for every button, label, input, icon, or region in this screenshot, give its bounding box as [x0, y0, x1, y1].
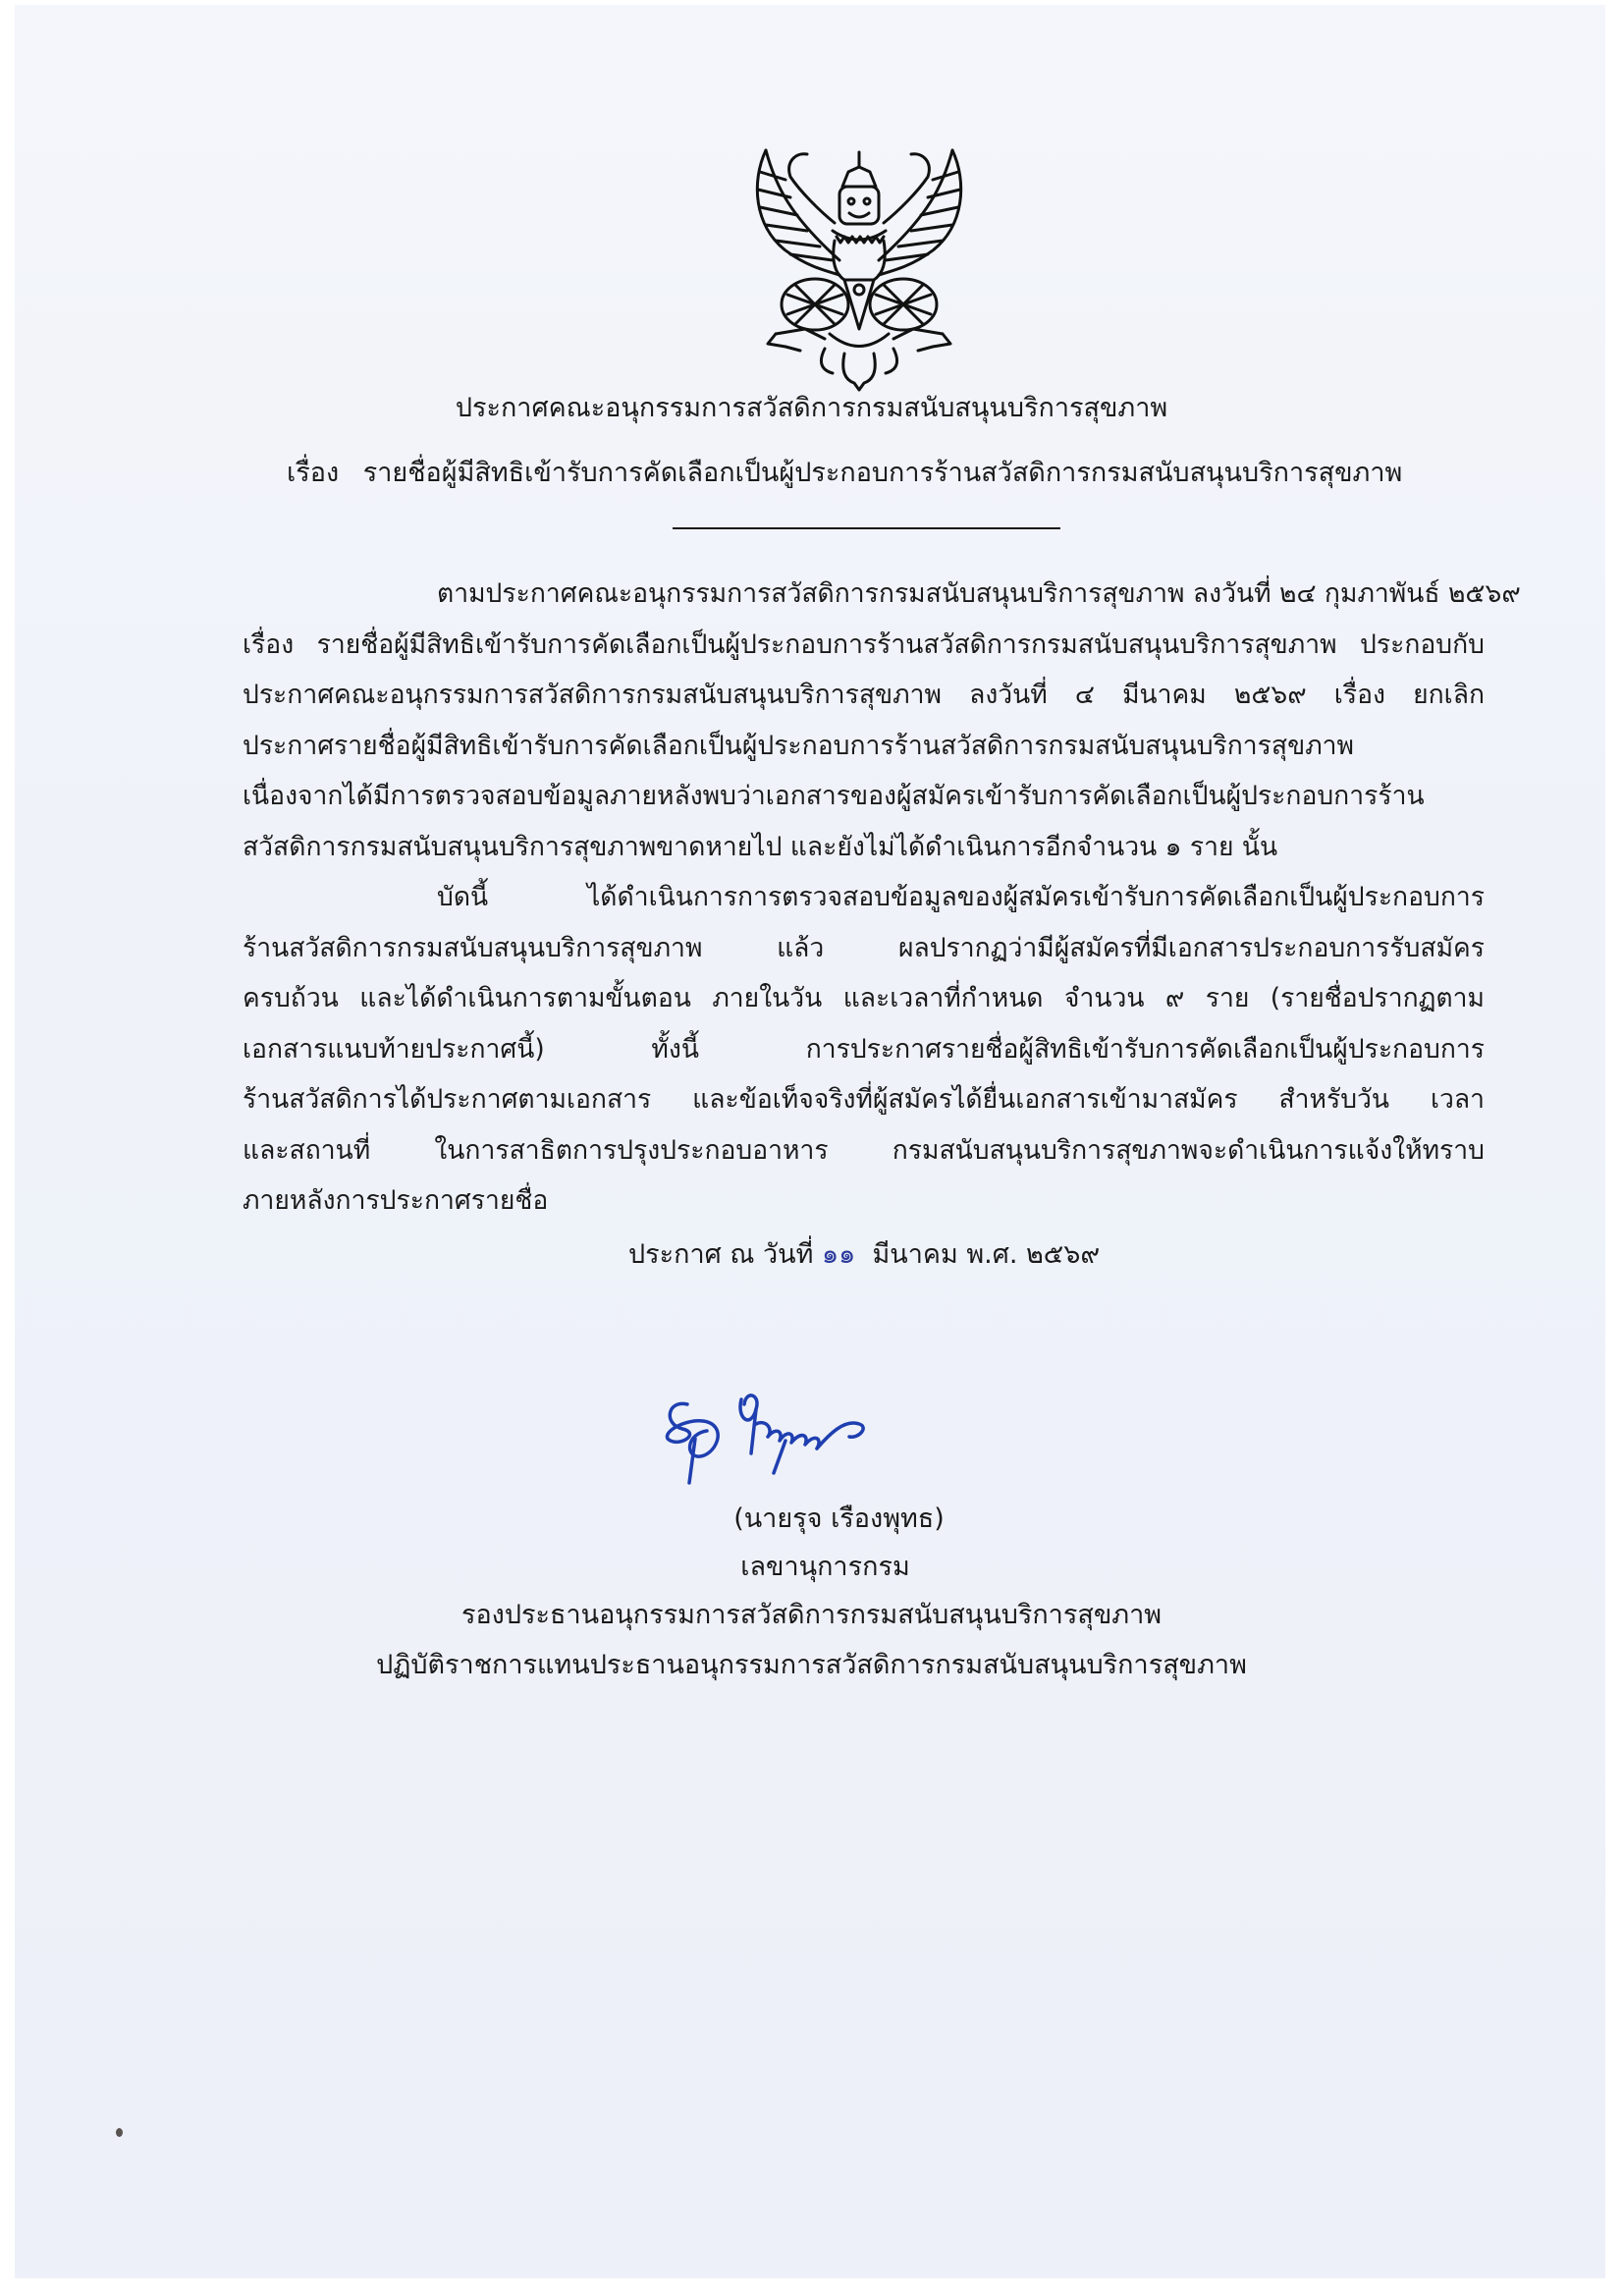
paragraph-2 [243, 872, 1485, 1227]
paragraph-line: ร้านสวัสดิการได้ประกาศตามเอกสาร และข้อเท็จจริงที่ผู้สมัครได้ยื่นเอกสารเข้ามาสมัคร สำหรับวัน เวลา [243, 1084, 1485, 1115]
paragraph-line: บัดนี้ ได้ดำเนินการการตรวจสอบข้อมูลของผู้สมัครเข้ารับการคัดเลือกเป็นผู้ประกอบการ [437, 882, 1485, 912]
signatory-position-2: รองประธานอนุกรรมการสวัสดิการกรมสนับสนุนบริการสุขภาพ [460, 1600, 1163, 1630]
paragraph-line: เรื่อง รายชื่อผู้มีสิทธิเข้ารับการคัดเลือกเป็นผู้ประกอบการร้านสวัสดิการกรมสนับสนุนบริการสุขภาพ ประกอบกับ [243, 629, 1485, 660]
announcement-date [628, 1235, 1100, 1275]
paragraph-line: เอกสารแนบท้ายประกาศนี้) ทั้งนี้ การประกาศรายชื่อผู้สิทธิเข้ารับการคัดเลือกเป็นผู้ประกอบการ [243, 1033, 1485, 1065]
paragraph-line: และสถานที่ ในการสาธิตการปรุงประกอบอาหาร กรมสนับสนุนบริการสุขภาพจะดำเนินการแจ้งให้ทราบ [243, 1134, 1485, 1166]
header-divider [673, 527, 1060, 529]
subject-text: รายชื่อผู้มีสิทธิเข้ารับการคัดเลือกเป็นผู้ประกอบการร้านสวัสดิการกรมสนับสนุนบริการสุขภาพ [362, 458, 1403, 488]
signature-icon [658, 1380, 903, 1488]
date-day: ๑๑ [822, 1239, 856, 1270]
paragraph-line: เนื่องจากได้มีการตรวจสอบข้อมูลภายหลังพบว่าเอกสารของผู้สมัครเข้ารับการคัดเลือกเป็นผู้ประกอบการร้าน [243, 781, 1425, 811]
date-prefix: ประกาศ ณ วันที่ [628, 1239, 814, 1270]
signatory-name: (นายรุจ เรืองพุทธ) [733, 1503, 945, 1534]
paragraph-line: ครบถ้วน และได้ดำเนินการตามขั้นตอน ภายในวัน และเวลาที่กำหนด จำนวน ๙ ราย (รายชื่อปรากฏตาม [243, 983, 1485, 1013]
paragraph-1 [243, 569, 1521, 872]
scan-speck [116, 2128, 123, 2137]
announcement-title: ประกาศคณะอนุกรรมการสวัสดิการกรมสนับสนุนบริการสุขภาพ [455, 393, 1168, 423]
paragraph-line: ประกาศคณะอนุกรรมการสวัสดิการกรมสนับสนุนบริการสุขภาพ ลงวันที่ ๔ มีนาคม ๒๕๖๙ เรื่อง ยกเลิก [243, 680, 1485, 710]
paragraph-line: ร้านสวัสดิการกรมสนับสนุนบริการสุขภาพ แล้ว ผลปรากฏว่ามีผู้สมัครที่มีเอกสารประกอบการรับสมัคร [243, 932, 1485, 963]
paragraph-line: สวัสดิการกรมสนับสนุนบริการสุขภาพขาดหายไป และยังไม่ได้ดำเนินการอีกจำนวน ๑ ราย นั้น [243, 831, 1278, 862]
paragraph-line: ประกาศรายชื่อผู้มีสิทธิเข้ารับการคัดเลือกเป็นผู้ประกอบการร้านสวัสดิการกรมสนับสนุนบริการสุขภาพ [243, 730, 1355, 761]
signatory-position-3: ปฏิบัติราชการแทนประธานอนุกรรมการสวัสดิการกรมสนับสนุนบริการสุขภาพ [376, 1650, 1247, 1680]
garuda-emblem-icon [746, 133, 972, 393]
subject-line [287, 454, 1402, 493]
paragraph-line: ภายหลังการประกาศรายชื่อ [243, 1185, 549, 1216]
date-month-year: มีนาคม พ.ศ. ๒๕๖๙ [872, 1239, 1101, 1270]
paragraph-line: ตามประกาศคณะอนุกรรมการสวัสดิการกรมสนับสนุนบริการสุขภาพ ลงวันที่ ๒๔ กุมภาพันธ์ ๒๕๖๙ [437, 578, 1521, 609]
subject-label: เรื่อง [287, 458, 340, 488]
signatory-position-1: เลขานุการกรม [740, 1552, 910, 1582]
